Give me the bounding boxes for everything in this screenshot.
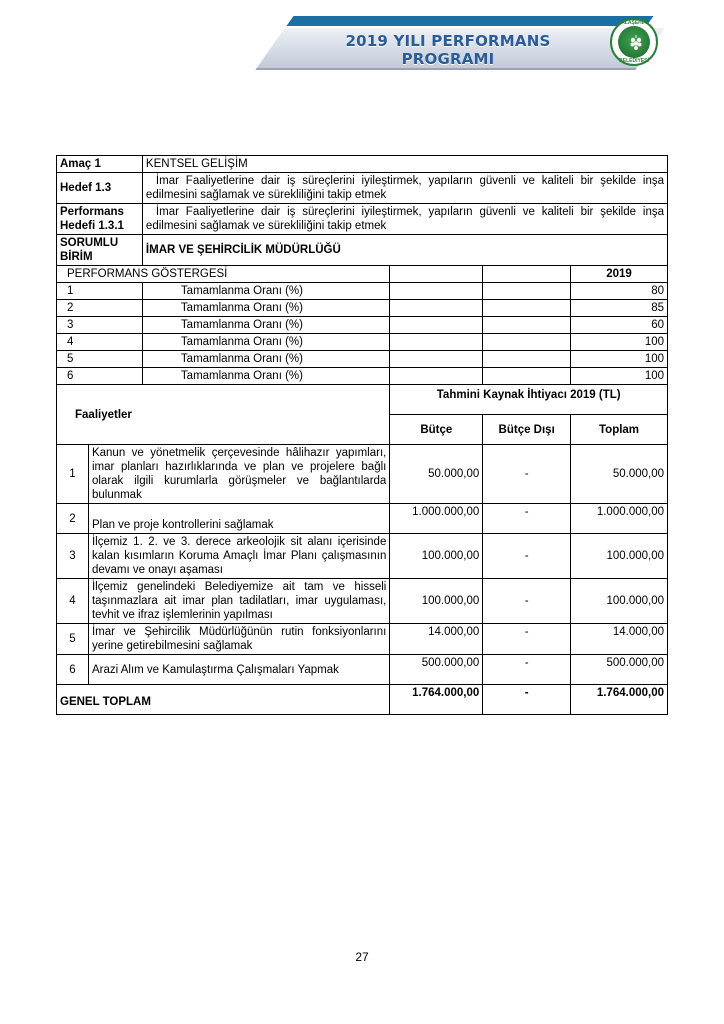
- indicator-name: Tamamlanma Oranı (%): [142, 283, 389, 300]
- activity-row: [57, 655, 668, 685]
- amac-row: [57, 156, 668, 173]
- logo-text-top: ALAŞEHİR: [621, 20, 647, 26]
- indicator-no: 2: [57, 300, 143, 317]
- activity-text: İlçemiz 1. 2. ve 3. derece arkeolojik sit alanı içerisinde kalan kısımların Koruma Amaçlı İmar Planı çalışmasının devamı ve onayı aşaması: [88, 534, 389, 579]
- sorumlu-label-line2: BİRİM: [60, 251, 93, 263]
- activity-butce: 1.000.000,00: [390, 504, 483, 534]
- amac-value: KENTSEL GELİŞİM: [142, 156, 667, 173]
- indicator-header-label: PERFORMANS GÖSTERGESİ: [57, 266, 390, 283]
- page-header-title: 2019 YILI PERFORMANS PROGRAMI: [345, 32, 551, 68]
- sorumlu-birim-label: [57, 235, 143, 266]
- activity-toplam: 100.000,00: [571, 579, 668, 624]
- col-toplam: Toplam: [571, 415, 668, 445]
- performans-label-line2: Hedefi 1.3.1: [60, 220, 124, 232]
- activity-no: 5: [57, 624, 89, 655]
- indicator-name: Tamamlanma Oranı (%): [142, 334, 389, 351]
- indicator-empty-cell: [390, 283, 483, 300]
- indicator-header-row: [57, 266, 668, 283]
- activity-text: Arazi Alım ve Kamulaştırma Çalışmaları Yapmak: [88, 655, 389, 685]
- indicator-empty-cell: [483, 351, 571, 368]
- activity-row: [57, 534, 668, 579]
- indicator-no: 1: [57, 283, 143, 300]
- activity-no: 4: [57, 579, 89, 624]
- indicator-empty-cell: [483, 300, 571, 317]
- indicator-empty-cell: [390, 266, 483, 283]
- performans-hedefi-label: [57, 204, 143, 235]
- activity-butce-disi: -: [483, 504, 571, 534]
- indicator-value: 100: [571, 368, 668, 385]
- indicator-empty-cell: [390, 368, 483, 385]
- activity-toplam: 500.000,00: [571, 655, 668, 685]
- indicator-no: 4: [57, 334, 143, 351]
- hedef-label: Hedef 1.3: [57, 173, 143, 204]
- indicator-empty-cell: [483, 368, 571, 385]
- indicator-year: 2019: [571, 266, 668, 283]
- activity-row: [57, 579, 668, 624]
- activity-row: [57, 504, 668, 534]
- activity-text: İlçemiz genelindeki Belediyemize ait tam ve hisseli taşınmazlara ait imar plan tadilatları, imar uygulaması, tevhit ve ifraz işlemlerinin yapılması: [88, 579, 389, 624]
- sorumlu-birim-row: [57, 235, 668, 266]
- activity-toplam: 50.000,00: [571, 445, 668, 504]
- resource-header: Tahmini Kaynak İhtiyacı 2019 (TL): [390, 385, 668, 415]
- indicator-empty-cell: [390, 351, 483, 368]
- activity-butce: 50.000,00: [390, 445, 483, 504]
- amac-label: Amaç 1: [57, 156, 143, 173]
- logo-emblem: [618, 26, 650, 58]
- activity-text: Kanun ve yönetmelik çerçevesinde hâlihazır yapımları, imar planları hazırlıklarında ve plan ve projelere bağlı olarak ilgili kurumlarla görüşmeler ve bağlantılarda bulunmak: [88, 445, 389, 504]
- indicator-no: 5: [57, 351, 143, 368]
- activity-butce-disi: -: [483, 445, 571, 504]
- total-butce: 1.764.000,00: [390, 685, 483, 715]
- activity-butce: 500.000,00: [390, 655, 483, 685]
- indicator-value: 80: [571, 283, 668, 300]
- indicator-empty-cell: [483, 266, 571, 283]
- performans-hedefi-value: İmar Faaliyetlerine dair iş süreçlerini iyileştirmek, yapıların güvenli ve kaliteli bir şekilde inşa edilmesini sağlamak ve sürekliliğini takip etmek: [142, 204, 667, 235]
- indicator-empty-cell: [390, 317, 483, 334]
- activity-no: 3: [57, 534, 89, 579]
- indicator-no: 3: [57, 317, 143, 334]
- activity-toplam: 1.000.000,00: [571, 504, 668, 534]
- activity-butce-disi: -: [483, 624, 571, 655]
- municipality-logo: [610, 18, 658, 66]
- activity-butce-disi: -: [483, 534, 571, 579]
- activity-row: [57, 445, 668, 504]
- indicator-empty-cell: [390, 334, 483, 351]
- logo-text-bottom: BELEDİYESİ: [619, 58, 649, 64]
- indicator-value: 100: [571, 334, 668, 351]
- activities-header-row: [57, 385, 668, 415]
- indicator-name: Tamamlanma Oranı (%): [142, 368, 389, 385]
- activity-no: 6: [57, 655, 89, 685]
- banner-stripe: [286, 16, 653, 26]
- activity-butce: 14.000,00: [390, 624, 483, 655]
- grape-icon: [629, 35, 643, 53]
- indicator-row: [57, 300, 668, 317]
- indicator-row: [57, 368, 668, 385]
- activity-no: 1: [57, 445, 89, 504]
- col-butce-disi: Bütçe Dışı: [483, 415, 571, 445]
- total-label: GENEL TOPLAM: [57, 685, 390, 715]
- header-banner: [250, 14, 674, 70]
- hedef-row: [57, 173, 668, 204]
- sorumlu-label-line1: SORUMLU: [60, 237, 119, 249]
- indicator-name: Tamamlanma Oranı (%): [142, 300, 389, 317]
- total-butce-disi: -: [483, 685, 571, 715]
- indicator-row: [57, 283, 668, 300]
- indicator-value: 100: [571, 351, 668, 368]
- indicator-empty-cell: [483, 334, 571, 351]
- indicator-no: 6: [57, 368, 143, 385]
- total-toplam: 1.764.000,00: [571, 685, 668, 715]
- indicator-row: [57, 317, 668, 334]
- activity-toplam: 14.000,00: [571, 624, 668, 655]
- indicator-name: Tamamlanma Oranı (%): [142, 351, 389, 368]
- activity-butce: 100.000,00: [390, 534, 483, 579]
- page-number: 27: [355, 950, 369, 964]
- activity-butce: 100.000,00: [390, 579, 483, 624]
- performans-label-line1: Performans: [60, 206, 124, 218]
- hedef-value: İmar Faaliyetlerine dair iş süreçlerini iyileştirmek, yapıların güvenli ve kaliteli bir şekilde inşa edilmesini sağlamak ve sürekliliğini takip etmek: [142, 173, 667, 204]
- activity-butce-disi: -: [483, 655, 571, 685]
- performans-hedefi-row: [57, 204, 668, 235]
- sorumlu-birim-value: İMAR VE ŞEHİRCİLİK MÜDÜRLÜĞÜ: [142, 235, 667, 266]
- total-row: [57, 685, 668, 715]
- indicator-value: 85: [571, 300, 668, 317]
- activities-header-label: Faaliyetler: [57, 385, 390, 445]
- activity-butce-disi: -: [483, 579, 571, 624]
- col-butce: Bütçe: [390, 415, 483, 445]
- indicator-row: [57, 334, 668, 351]
- indicator-name: Tamamlanma Oranı (%): [142, 317, 389, 334]
- activity-no: 2: [57, 504, 89, 534]
- indicator-empty-cell: [483, 283, 571, 300]
- activity-toplam: 100.000,00: [571, 534, 668, 579]
- activity-row: [57, 624, 668, 655]
- activity-text: Plan ve proje kontrollerini sağlamak: [88, 504, 389, 534]
- indicator-value: 60: [571, 317, 668, 334]
- indicator-empty-cell: [390, 300, 483, 317]
- indicator-row: [57, 351, 668, 368]
- indicator-empty-cell: [483, 317, 571, 334]
- performance-table: [56, 155, 668, 715]
- activity-text: İmar ve Şehircilik Müdürlüğünün rutin fonksiyonlarını yerine getirebilmesini sağlamak: [88, 624, 389, 655]
